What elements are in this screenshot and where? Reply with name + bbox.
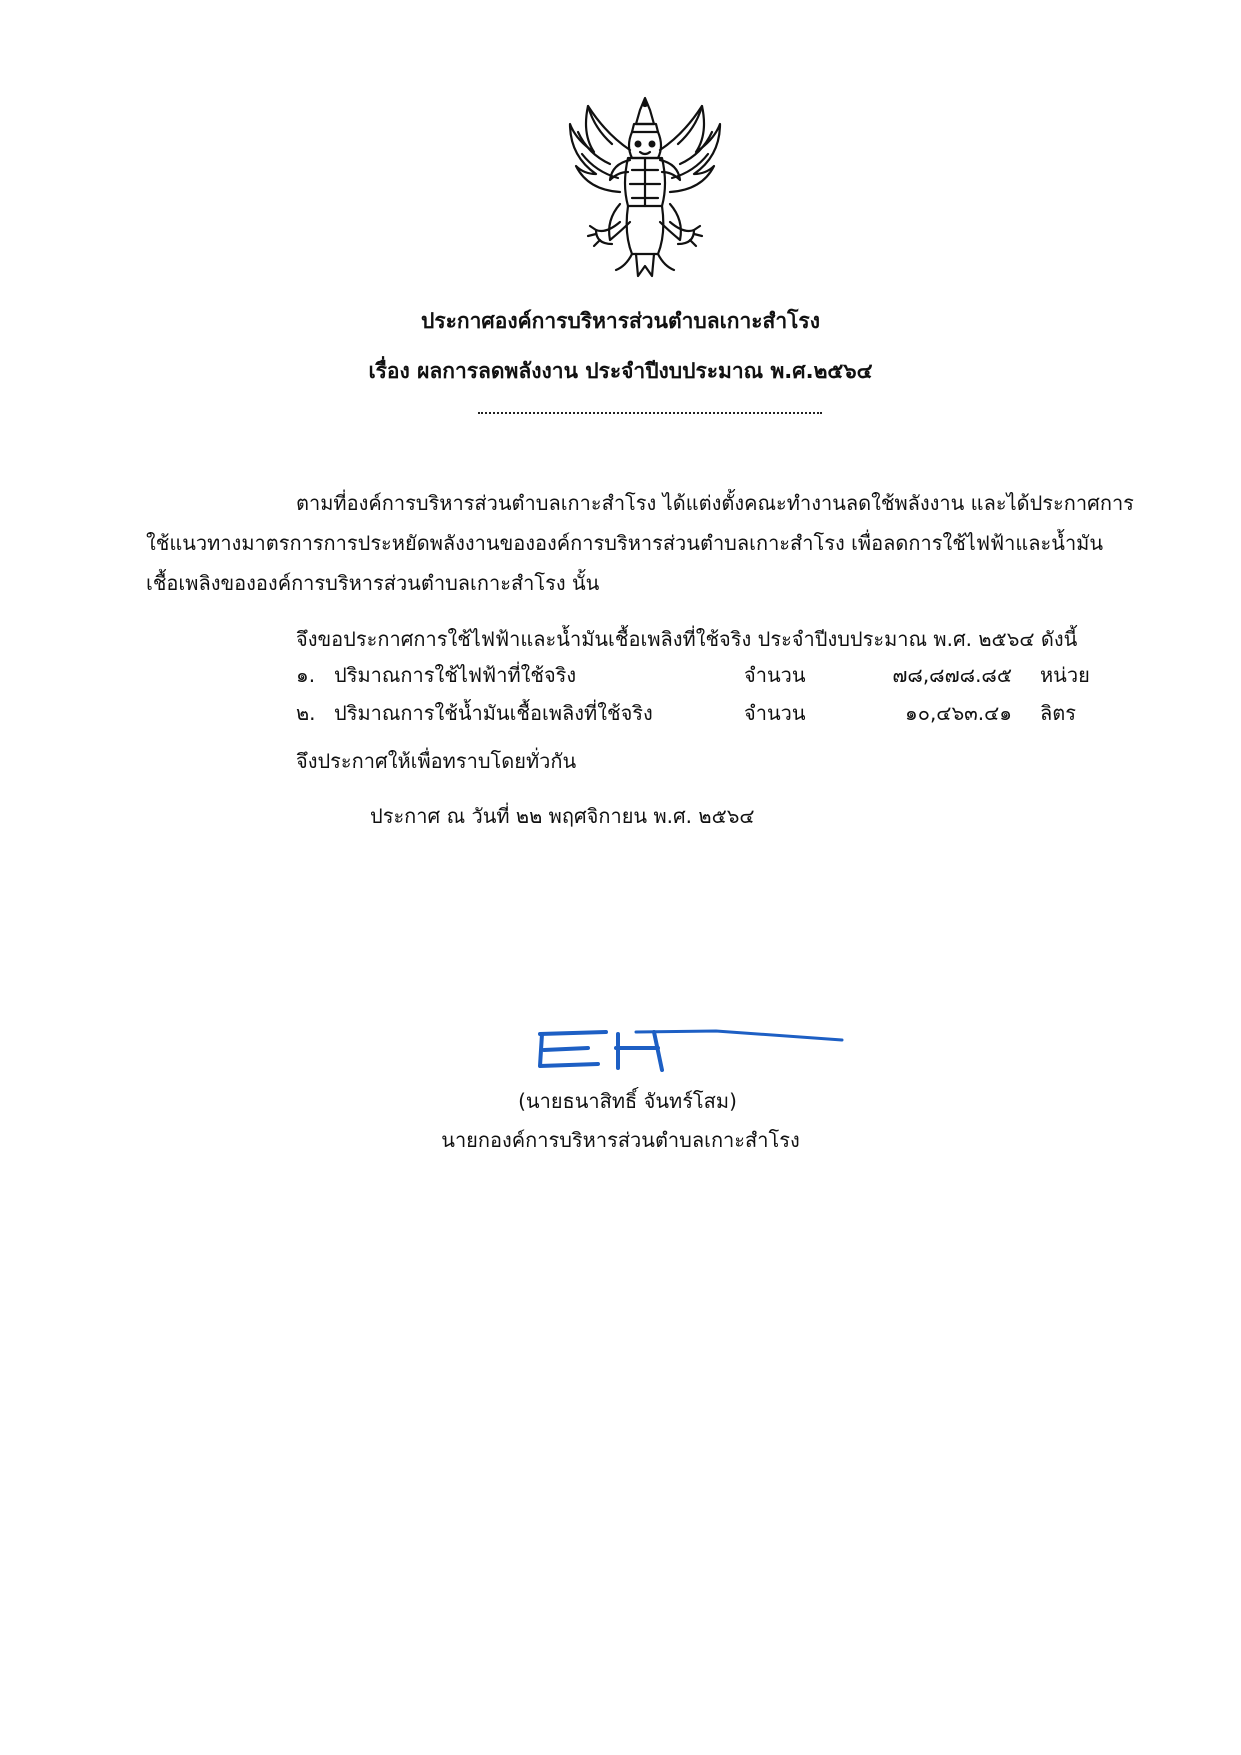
paragraph-line-2: ใช้แนวทางมาตรการการประหยัดพลังงานขององค์การบริหารส่วนตำบลเกาะสำโรง เพื่อลดการใช้ไฟฟ้าและน้ำมัน [146,531,1104,555]
signatory-name: (นายธนาสิทธิ์ จันทร์โสม) [518,1089,737,1113]
announcement-date: ประกาศ ณ วันที่ ๒๒ พฤศจิกายน พ.ศ. ๒๕๖๔ [370,804,755,828]
closing-statement: จึงประกาศให้เพื่อทราบโดยทั่วกัน [296,749,577,773]
item-unit: ลิตร [1040,701,1076,725]
title-separator [478,412,822,414]
handwritten-signature [536,1026,846,1072]
item-description: ปริมาณการใช้น้ำมันเชื้อเพลิงที่ใช้จริง [334,701,653,725]
announcement-intro: จึงขอประกาศการใช้ไฟฟ้าและน้ำมันเชื้อเพลิงที่ใช้จริง ประจำปีงบประมาณ พ.ศ. ๒๕๖๔ ดังนี้ [296,627,1078,651]
item-unit: หน่วย [1040,663,1090,687]
item-value: ๗๘,๘๗๘.๘๕ [892,663,1012,687]
document-subject: เรื่อง ผลการลดพลังงาน ประจำปีงบประมาณ พ.ศ.๒๕๖๔ [368,359,873,383]
item-number: ๒. [296,701,316,725]
paragraph-line-3: เชื้อเพลิงขององค์การบริหารส่วนตำบลเกาะสำโรง นั้น [146,571,600,595]
list-item [296,659,1116,685]
item-description: ปริมาณการใช้ไฟฟ้าที่ใช้จริง [334,663,577,687]
list-item [296,697,1116,723]
item-amount-label: จำนวน [744,701,806,725]
document-title: ประกาศองค์การบริหารส่วนตำบลเกาะสำโรง [421,309,820,333]
signatory-position: นายกองค์การบริหารส่วนตำบลเกาะสำโรง [441,1128,800,1152]
garuda-emblem-icon [566,94,724,280]
item-number: ๑. [296,663,316,687]
item-value: ๑๐,๔๖๓.๔๑ [905,701,1012,725]
item-amount-label: จำนวน [744,663,806,687]
paragraph-line-1: ตามที่องค์การบริหารส่วนตำบลเกาะสำโรง ได้แต่งตั้งคณะทำงานลดใช้พลังงาน และได้ประกาศการ [296,491,1134,515]
